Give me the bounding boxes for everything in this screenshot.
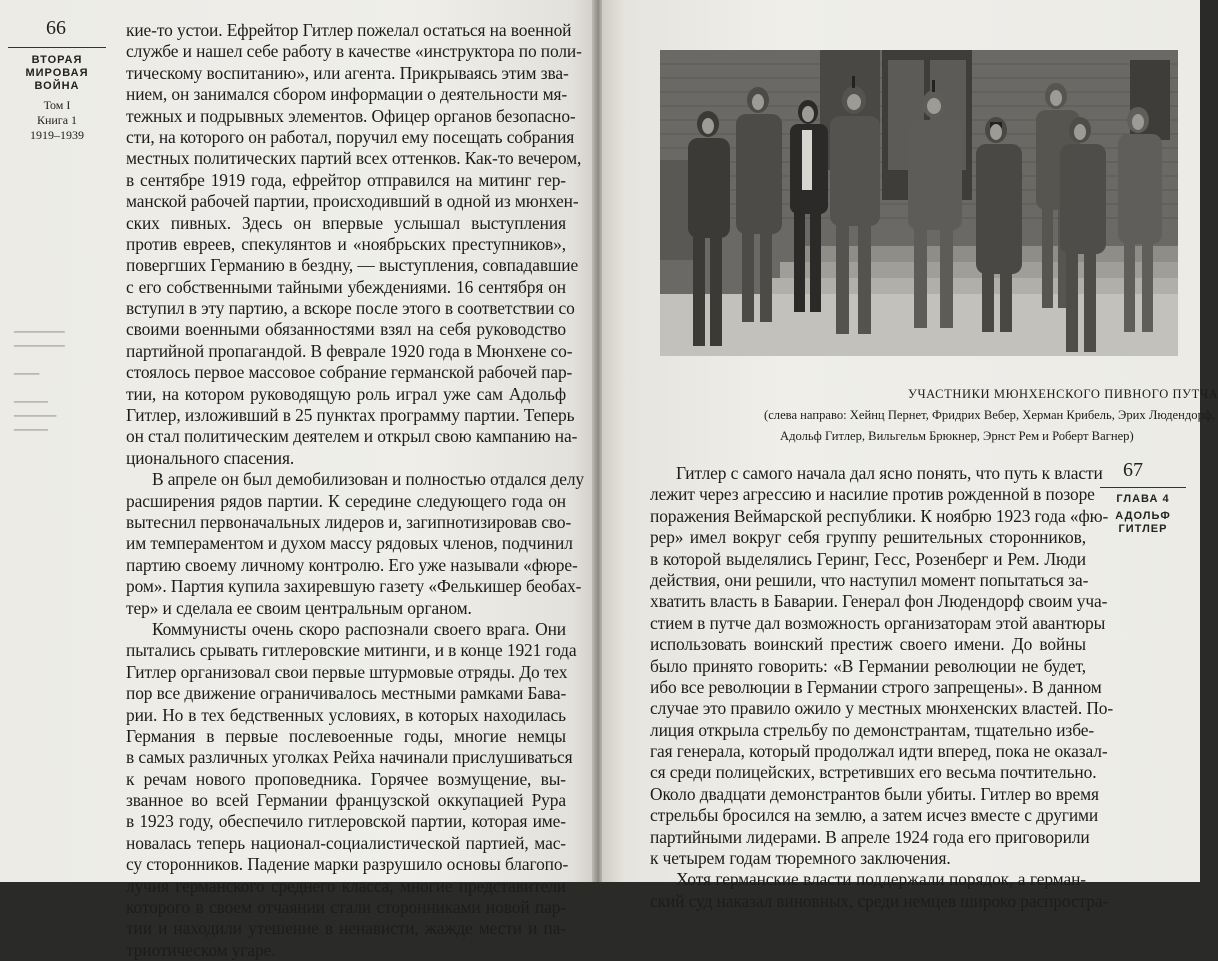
- margin-rule: [8, 47, 106, 48]
- text-line: ских пивных. Здесь он впервые услышал выступления: [126, 212, 566, 233]
- text-line: поражения Веймарской республики. К ноябрю 1923 года «фю-: [650, 505, 1109, 526]
- text-line: вступил в эту партию, а вскоре после этого в соответствии со: [126, 298, 575, 319]
- text-line: манской рабочей партии, происходивший в одной из мюнхен-: [126, 191, 579, 212]
- paragraph-first-line: Гитлер с самого начала дал ясно понять, что путь к власти: [676, 463, 1103, 483]
- text-line: Около двадцати демонстрантов были убиты. Гитлер во время: [650, 783, 1099, 804]
- text-line: он стал политическим деятелем и открыл свою кампанию на-: [126, 426, 578, 447]
- photo-caption-line: (слева направо: Хейнц Пернет, Фридрих Вебер, Херман Крибель, Эрих Людендорф,: [764, 408, 1216, 422]
- paragraph-first-line: В апреле он был демобилизован и полностью отдался делу: [152, 469, 585, 490]
- group-photo-icon: [660, 50, 1178, 356]
- text-line: Германия в первые послевоенные годы, многие немцы: [126, 725, 566, 746]
- bleed-through-text: ▁▁▁▁▁▁ ▁▁▁▁▁▁ ▁▁▁ ▁▁▁▁ ▁▁▁▁▁ ▁▁▁▁: [14, 321, 65, 431]
- text-line: лежит через агрессию и насилие против рожденной в позоре: [650, 484, 1095, 505]
- text-line: Гитлер, изложивший в 25 пунктах программу партии. Теперь: [126, 405, 575, 426]
- paragraph-first-line: Коммунисты очень скоро распознали своего врага. Они: [152, 618, 566, 639]
- chapter-running-head: [1100, 493, 1186, 536]
- group-photo: [660, 50, 1178, 356]
- paragraph-end-line: тер» и сделала ее своим центральным органом.: [126, 597, 472, 618]
- text-line: пытались срывать гитлеровские митинги, и в конце 1921 года: [126, 640, 577, 661]
- text-line: вытеснил первоначальных лидеров и, загипнотизировав сво-: [126, 511, 572, 532]
- text-line: повергших Германию в бездну, — выступления, совпадавшие: [126, 255, 579, 276]
- text-line: им темпераментом и духом массу рядовых членов, подчинил: [126, 533, 573, 554]
- text-line: стрельбы бросился на землю, а затем исчез вместе с другими: [650, 805, 1099, 826]
- page-number: 66: [46, 17, 66, 39]
- left-body-text: [126, 20, 585, 961]
- text-line: партийными лидерами. В апреле 1924 года его приговорили: [650, 826, 1090, 847]
- book-label: Книга 1: [36, 113, 78, 127]
- text-line: партийной пропагандой. В феврале 1920 года в Мюнхене со-: [126, 340, 573, 361]
- photo-caption-title: УЧАСТНИКИ МЮНХЕНСКОГО ПИВНОГО ПУТЧА: [908, 387, 1218, 401]
- text-line: использовать воинский престиж своего имени. До войны: [650, 634, 1086, 655]
- text-line: тии, на котором руководящую роль играл уже сам Адольф: [126, 383, 566, 404]
- text-line: к речам нового проповедника. Горячее возмущение, вы-: [126, 768, 566, 789]
- text-line: кие-то устои. Ефрейтор Гитлер пожелал остаться на военной: [126, 20, 572, 40]
- text-line: в сентябре 1919 года, ефрейтор отправился на митинг гер-: [126, 169, 566, 190]
- chapter-title-line-1: АДОЛЬФ: [1115, 510, 1171, 522]
- left-page: [0, 0, 596, 960]
- series-title-line-3: ВОЙНА: [34, 80, 80, 92]
- text-line: было принято говорить: «В Германии революции не будет,: [650, 655, 1086, 676]
- text-line: су сторонников. Падение марки разрушило основы благопо-: [126, 854, 569, 875]
- running-head: [12, 54, 102, 143]
- text-line: званное во всей Германии французской оккупацией Рура: [126, 790, 566, 811]
- chapter-title-line-2: ГИТЛЕР: [1118, 523, 1168, 535]
- text-line: расширения рядов партии. К середине следующего года он: [126, 490, 566, 511]
- text-line: тическому воспитанию», или агента. Прикрываясь этим зва-: [126, 62, 569, 83]
- text-line: лучия германского среднего класса, многие представители: [126, 875, 566, 896]
- text-line: новалась теперь национал-социалистической партией, мас-: [126, 832, 566, 853]
- page-number: 67: [1123, 459, 1143, 481]
- text-line: рер» имел вокруг себя группу решительных сторонников,: [650, 527, 1086, 548]
- text-line: лиция открыла стрельбу по демонстрантам, тщательно избе-: [650, 719, 1095, 740]
- paragraph-end-line: ционального спасения.: [126, 447, 295, 468]
- text-line: действия, они решили, что наступил момент попытаться за-: [650, 569, 1089, 590]
- text-line: сти, на которого он работал, поручил ему посещать собрания: [126, 126, 575, 147]
- text-line: гая генерала, который продолжал идти вперед, пока не оказал-: [650, 741, 1108, 762]
- volume-label: Том I: [43, 98, 71, 112]
- paragraph-first-line: Хотя германские власти поддержали порядок, а герман-: [676, 869, 1086, 890]
- text-line: ся среди полицейских, встретивших его весьма почтительно.: [650, 762, 1097, 783]
- text-line: партию своему личному контролю. Его уже называли «фюре-: [126, 554, 578, 575]
- text-line: хватить власть в Баварии. Генерал фон Людендорф своим уча-: [650, 591, 1108, 612]
- text-line: стием в путче дал возможность организаторам этой авантюры: [650, 612, 1106, 633]
- chapter-label: ГЛАВА 4: [1116, 493, 1170, 505]
- text-line: случае это правило ожило у местных мюнхенских властей. По-: [650, 698, 1114, 719]
- series-title-line-2: МИРОВАЯ: [25, 67, 89, 79]
- photo-caption-line: Адольф Гитлер, Вильгельм Брюкнер, Эрнст Рем и Роберт Вагнер): [780, 429, 1134, 443]
- series-title-line-1: ВТОРАЯ: [31, 54, 83, 66]
- text-line: стоялось первое массовое собрание германской рабочей пар-: [126, 362, 573, 383]
- text-line: ский суд наказал виновных, среди немцев широко распростра-: [650, 890, 1109, 911]
- text-line: пор все движение ограничивалось местными рамками Бава-: [126, 683, 567, 704]
- text-line: против евреев, спекулянтов и «ноябрьских преступников»,: [126, 233, 566, 254]
- text-line: нием, он занимался сбором информации о деятельности мя-: [126, 84, 568, 105]
- text-line: с его собственными тайными убеждениями. 16 сентября он: [126, 276, 566, 297]
- text-line: тии и находили утешение в ненависти, жажде мести и па-: [126, 918, 566, 939]
- right-body-text: [650, 463, 1114, 912]
- paragraph-end-line: триотическом угаре.: [126, 939, 276, 960]
- years-label: 1919–1939: [30, 128, 84, 142]
- text-line: тежных и подрывных элементов. Офицер органов безопасно-: [126, 105, 576, 126]
- text-line: Гитлер организовал свои первые штурмовые отряды. До тех: [126, 661, 568, 682]
- text-line: ибо все революции в Германии строго запрещены». В данном: [650, 676, 1102, 697]
- margin-rule: [1100, 487, 1186, 488]
- paragraph-end-line: к четырем годам тюремного заключения.: [650, 848, 951, 869]
- text-line: которого в своем отчаянии стали сторонниками новой пар-: [126, 897, 566, 918]
- text-line: службе и нашел себе работу в качестве «инструктора по поли-: [126, 41, 582, 62]
- text-line: в которой выделялись Геринг, Гесс, Розенберг и Рем. Люди: [650, 548, 1086, 569]
- text-line: рии. Но в тех бедственных условиях, в которых находилась: [126, 704, 566, 725]
- text-line: местных политических партий всех оттенков. Как-то вечером,: [126, 148, 582, 169]
- text-line: ром». Партия купила захиревшую газету «Фелькишер беобах-: [126, 576, 582, 597]
- text-line: в 1923 году, обеспечило гитлеровской партии, которая име-: [126, 811, 566, 832]
- text-line: в самых различных уголках Рейха начинали прислушиваться: [126, 747, 573, 768]
- text-line: своими военными обязанностями взял на себя руководство: [126, 319, 566, 340]
